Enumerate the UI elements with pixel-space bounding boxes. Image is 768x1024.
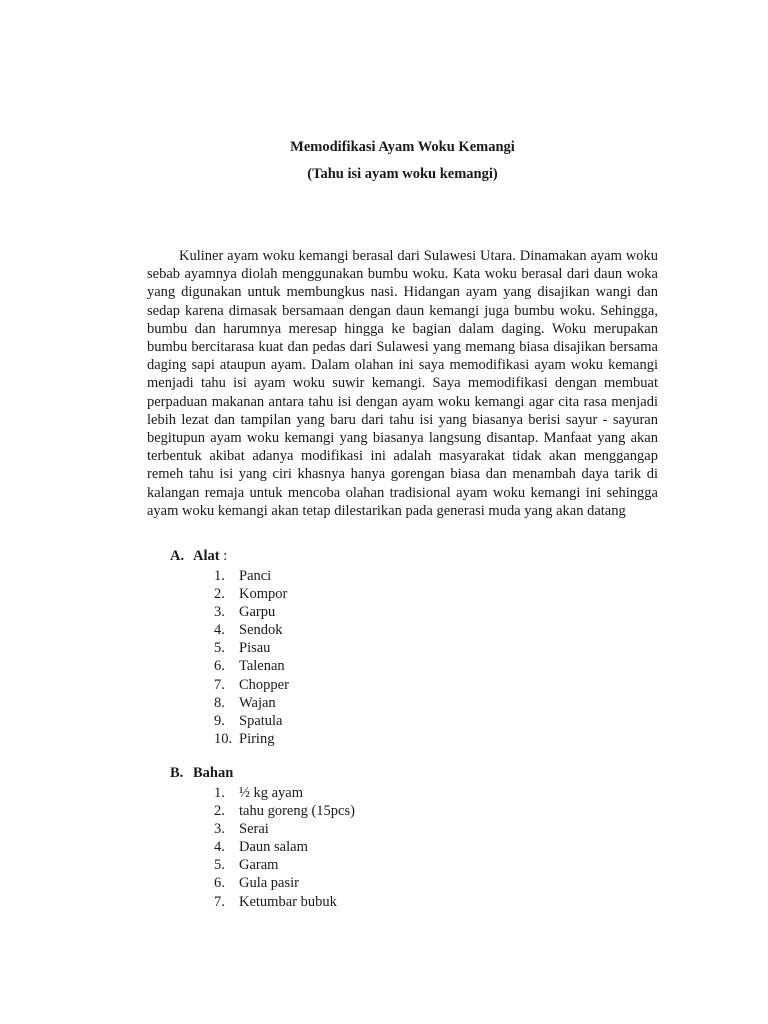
document-subtitle: (Tahu isi ayam woku kemangi)	[307, 166, 498, 182]
list-item	[214, 712, 289, 730]
list-number: 1.	[214, 785, 225, 801]
list-text: ½ kg ayam	[239, 785, 304, 801]
list-text: Kompor	[239, 586, 288, 603]
list-item	[214, 784, 355, 802]
list-item	[214, 856, 355, 874]
list-item	[214, 730, 289, 748]
list-number: 5.	[214, 857, 225, 874]
section-heading-alat	[170, 548, 227, 565]
section-suffix: :	[219, 548, 228, 564]
list-text: Serai	[239, 821, 269, 838]
section-name: Bahan	[193, 765, 234, 781]
section-heading-bahan	[170, 765, 233, 782]
list-text: Chopper	[239, 676, 289, 693]
list-text: Piring	[239, 730, 275, 747]
section-name: Alat	[193, 548, 220, 564]
document-title: Memodifikasi Ayam Woku Kemangi	[290, 139, 515, 155]
section-letter: A.	[170, 548, 185, 564]
list-number: 3.	[214, 604, 225, 621]
list-number: 7.	[214, 676, 225, 693]
list-item	[214, 639, 289, 657]
list-number: 3.	[214, 821, 225, 838]
list-number: 5.	[214, 640, 225, 657]
list-item	[214, 694, 289, 712]
bahan-list	[214, 784, 355, 911]
list-item	[214, 838, 355, 856]
list-number: 6.	[214, 875, 225, 892]
list-number: 6.	[214, 658, 225, 675]
list-item	[214, 676, 289, 694]
list-item	[214, 585, 289, 603]
list-item	[214, 603, 289, 621]
list-text: Wajan	[239, 694, 276, 711]
list-item	[214, 802, 355, 820]
list-number: 4.	[214, 622, 225, 639]
list-number: 9.	[214, 712, 225, 729]
list-number: 1.	[214, 568, 225, 584]
list-text: Daun salam	[239, 839, 308, 856]
list-text: Talenan	[239, 658, 285, 675]
list-item	[214, 621, 289, 639]
list-text: Garpu	[239, 604, 276, 621]
list-text: Garam	[239, 857, 279, 874]
list-number: 4.	[214, 839, 225, 856]
list-text: Sendok	[239, 622, 283, 639]
list-number: 8.	[214, 694, 225, 711]
list-item	[214, 657, 289, 675]
list-text: Ketumbar bubuk	[239, 893, 337, 910]
list-number: 10.	[214, 730, 233, 747]
list-number: 7.	[214, 893, 225, 910]
list-number: 2.	[214, 586, 225, 603]
list-text: tahu goreng (15pcs)	[239, 803, 355, 820]
list-text: Panci	[239, 568, 272, 584]
list-item	[214, 820, 355, 838]
list-item	[214, 567, 289, 585]
list-number: 2.	[214, 803, 225, 820]
list-text: Pisau	[239, 640, 271, 657]
intro-paragraph: Kuliner ayam woku kemangi berasal dari Sulawesi Utara. Dinamakan ayam woku sebab ayamnya diolah menggunakan bumbu woku. Kata woku berasal dari daun woka yang digunakan untuk membungkus nasi. Hidangan ayam yang disajikan wangi dan sedap karena dimasak bersamaan dengan daun kemangi juga bumbu woku. Sehingga, bumbu dan harumnya meresap hingga ke bagian dalam daging. Woku merupakan bumbu bercitarasa kuat dan pedas dari Sulawesi yang memang biasa disajikan bersama daging sapi ataupun ayam. Dalam olahan ini saya memodifikasi ayam woku kemangi menjadi tahu isi ayam woku suwir kemangi. Saya memodifikasi dengan membuat perpaduan makanan antara tahu isi dengan ayam woku kemangi agar cita rasa menjadi lebih lezat dan tampilan yang baru dari tahu isi yang biasanya berisi sayur - sayuran begitupun ayam woku kemangi yang biasanya langsung disantap. Manfaat yang akan terbentuk akibat adanya modifikasi ini adalah masyarakat tidak akan menggangap remeh tahu isi yang ciri khasnya hanya gorengan biasa dan menambah daya tarik di kalangan remaja untuk mencoba olahan tradisional ayam woku kemangi ini sehingga ayam woku kemangi akan tetap dilestarikan pada generasi muda yang akan datang	[147, 248, 658, 519]
section-letter: B.	[170, 765, 184, 781]
list-item	[214, 874, 355, 892]
alat-list	[214, 567, 289, 748]
list-text: Gula pasir	[239, 875, 299, 892]
list-text: Spatula	[239, 712, 283, 729]
list-item	[214, 893, 355, 911]
